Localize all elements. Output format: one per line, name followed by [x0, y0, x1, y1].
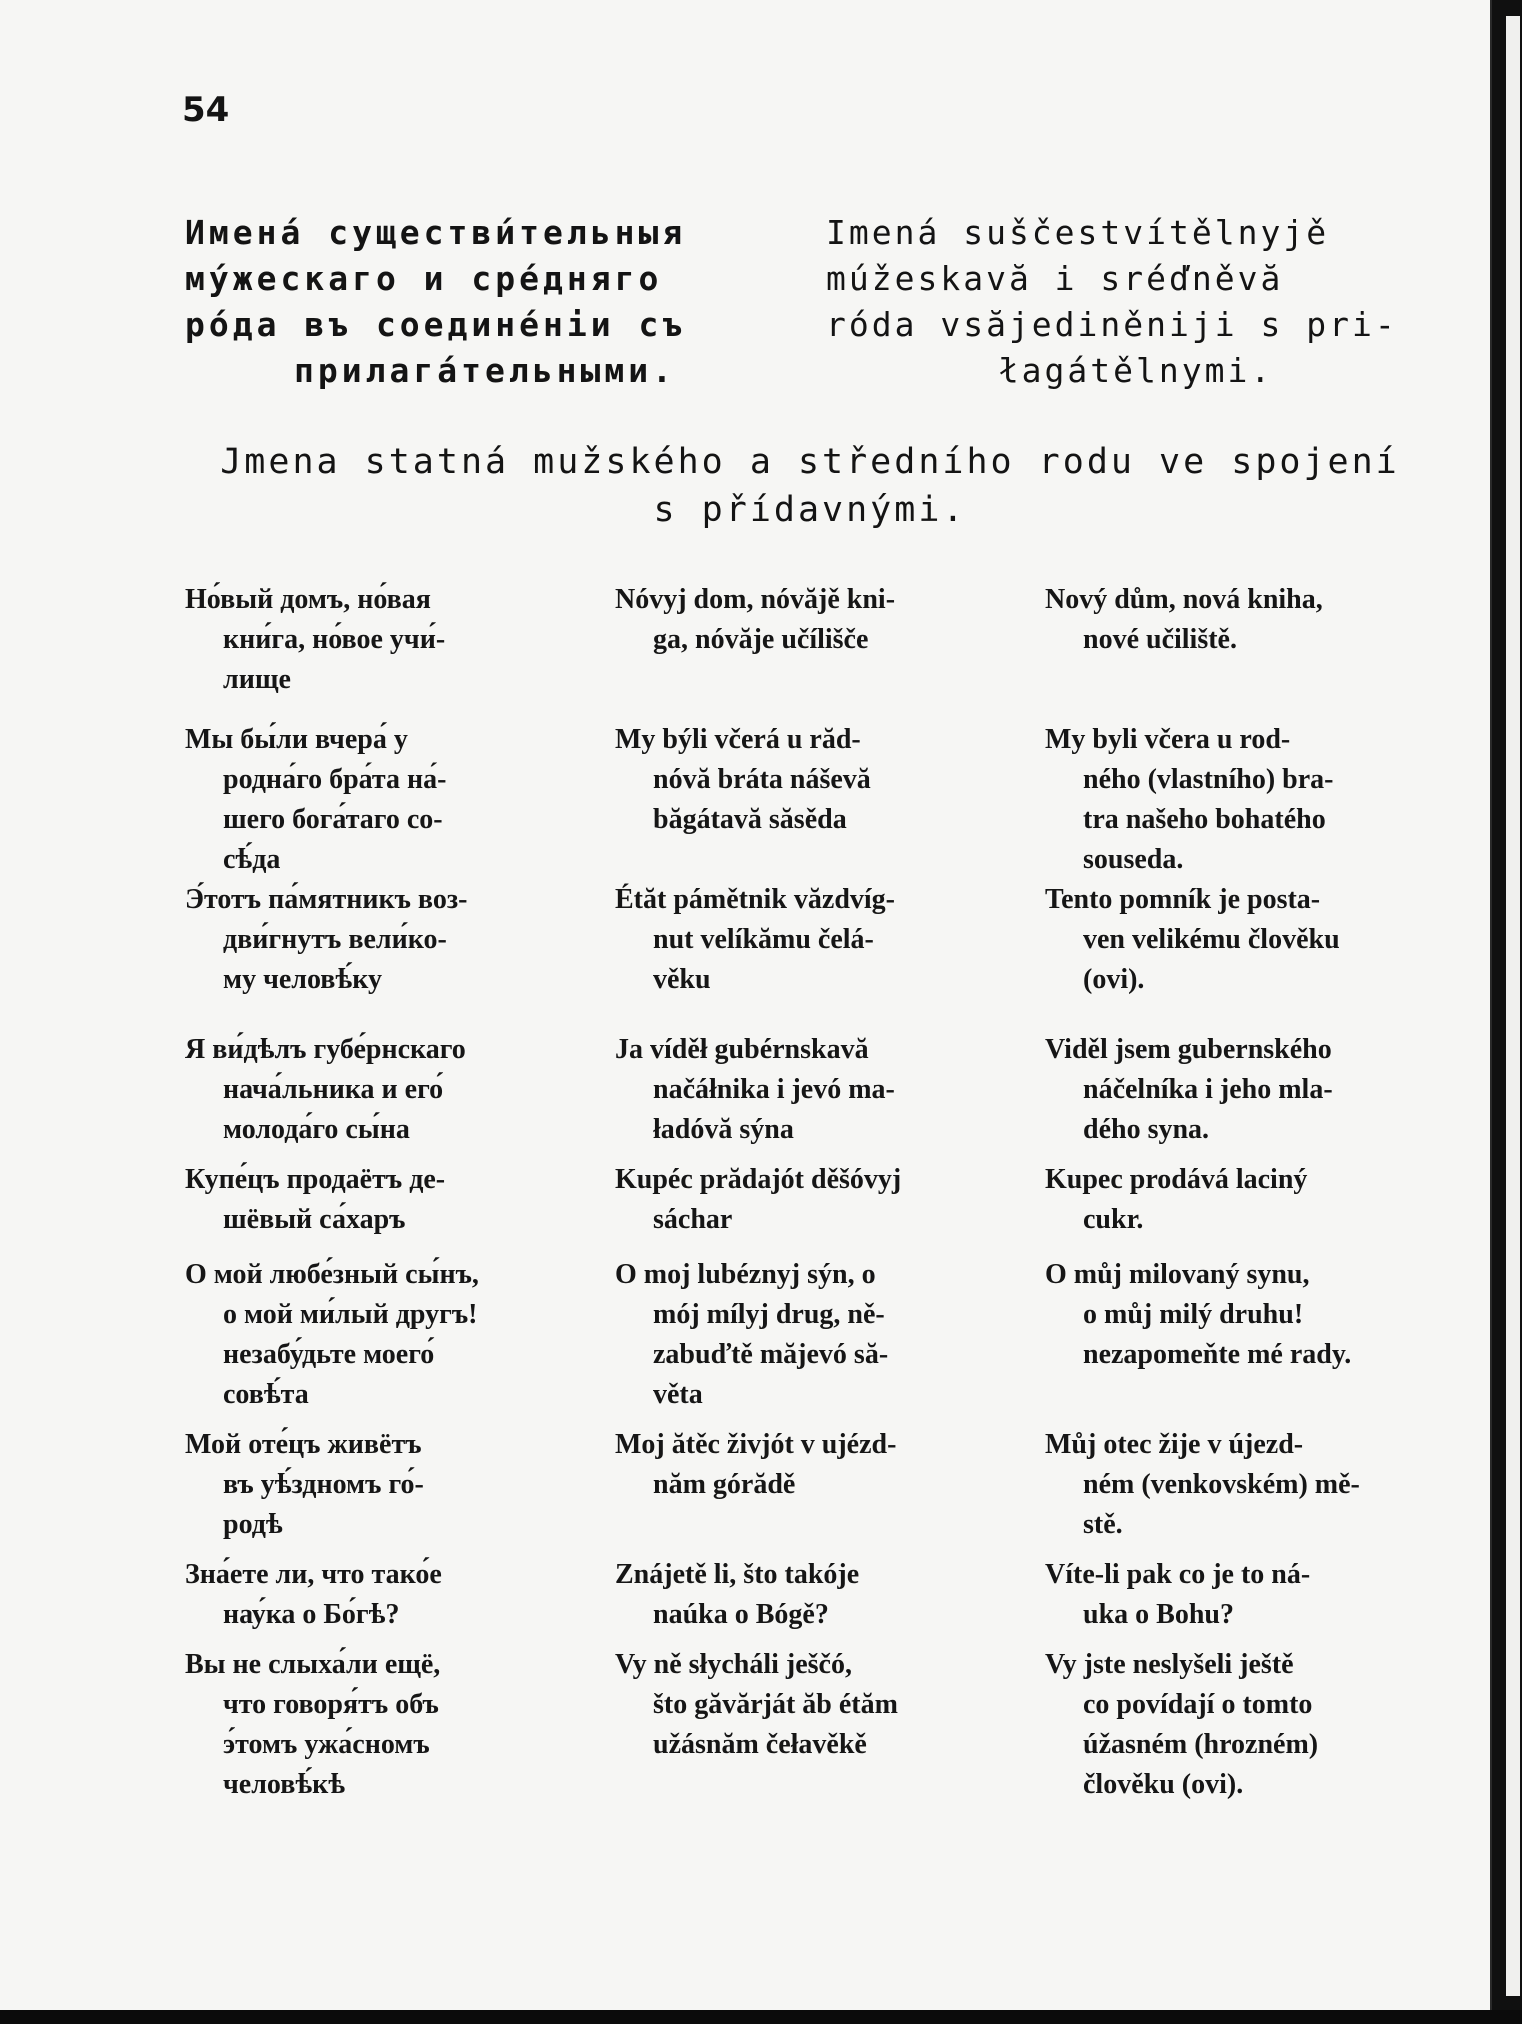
text-line: věku [653, 964, 711, 995]
cell-rs [615, 580, 995, 660]
text-line: Мы бы́ли вчера́ у [185, 724, 408, 755]
text-line: Kupéc prădajót děšóvyj [615, 1164, 902, 1195]
cell-cz [1045, 580, 1430, 660]
cell-cz [1045, 1645, 1430, 1805]
cell-ru [185, 1255, 565, 1415]
text-line: što găvărját ăb étăm [653, 1689, 898, 1720]
text-line: дви́гнутъ вели́ко- [223, 924, 447, 955]
cell-cz [1045, 880, 1430, 1000]
text-line: načáłnika i jevó ma- [653, 1074, 895, 1105]
heading-line: róda vsăjediněniji s pri- [826, 305, 1398, 344]
heading-line: Imená suščestvítělnyjě [826, 213, 1330, 252]
heading-czech [185, 438, 1435, 534]
text-line: souseda. [1083, 844, 1184, 875]
cell-ru [185, 720, 565, 880]
text-line: ven velikému člověku [1083, 924, 1340, 955]
page-number: 54 [182, 90, 230, 130]
heading-line: łagátělnymi. [998, 351, 1274, 390]
heading-line: múžeskavă i sréďněvă [826, 259, 1284, 298]
text-line: Вы не слыха́ли ещё, [185, 1649, 441, 1680]
heading-line: s přídavnými. [653, 490, 967, 530]
facing-page-edge [1492, 0, 1522, 2024]
cell-ru [185, 1555, 565, 1635]
text-line: člověku (ovi). [1083, 1769, 1244, 1800]
heading-rusyn [826, 210, 1446, 394]
text-line: нау́ка о Бо́гѣ? [223, 1599, 400, 1630]
cell-rs [615, 1645, 995, 1765]
text-line: ného (vlastního) bra- [1083, 764, 1334, 795]
text-line: Купе́цъ продаётъ де- [185, 1164, 446, 1195]
text-line: Я ви́дѣлъ губе́рнскаго [185, 1034, 466, 1065]
cell-ru [185, 1425, 565, 1545]
cell-rs [615, 1160, 995, 1240]
text-line: ga, nóvăje učílišče [653, 624, 869, 655]
text-line: cukr. [1083, 1204, 1144, 1235]
text-line: ném (venkovském) mě- [1083, 1469, 1360, 1500]
cell-cz [1045, 1425, 1430, 1545]
text-line: nóvă bráta náševă [653, 764, 871, 795]
heading-russian [185, 210, 785, 394]
cell-ru [185, 1645, 565, 1805]
text-line: Ja víděł gubérnskavă [615, 1034, 869, 1065]
text-line: úžasném (hrozném) [1083, 1729, 1319, 1760]
text-line: э́томъ ужа́сномъ [223, 1729, 430, 1760]
text-line: My býli včerá u răd- [615, 724, 861, 755]
text-line: naúka o Bógě? [653, 1599, 829, 1630]
text-line: Viděl jsem gubernského [1045, 1034, 1332, 1065]
text-line: ładóvă sýna [653, 1114, 794, 1145]
cell-rs [615, 720, 995, 840]
text-line: tra našeho bohatého [1083, 804, 1326, 835]
cell-rs [615, 1425, 995, 1505]
text-line: Víte-li pak co je to ná- [1045, 1559, 1311, 1590]
text-line: кни́га, но́вое учи́- [223, 624, 446, 655]
text-line: родна́го бра́та на́- [223, 764, 447, 795]
cell-cz [1045, 1030, 1430, 1150]
text-line: Э́тотъ па́мятникъ воз- [185, 884, 468, 915]
cell-ru [185, 580, 565, 700]
text-line: năm górădě [653, 1469, 796, 1500]
heading-line: прилага́тельными. [294, 351, 676, 390]
cell-rs [615, 1030, 995, 1150]
text-line: сѣ́да [223, 844, 281, 875]
text-line: Můj otec žije v újezd- [1045, 1429, 1304, 1460]
text-line: совѣ́та [223, 1379, 309, 1410]
text-line: uka o Bohu? [1083, 1599, 1234, 1630]
text-line: Znájetě li, što takóje [615, 1559, 860, 1590]
cell-rs [615, 1255, 995, 1415]
text-line: nezapomeňte mé rady. [1083, 1339, 1352, 1370]
text-line: mój mílyj drug, ně- [653, 1299, 885, 1330]
text-line: му человѣ́ку [223, 964, 382, 995]
text-line: náčelníka i jeho mla- [1083, 1074, 1333, 1105]
text-line: незабу́дьте моего́ [223, 1339, 435, 1370]
text-line: Nóvyj dom, nóvăjě kni- [615, 584, 896, 615]
cell-rs [615, 1555, 995, 1635]
text-line: Nový dům, nová kniha, [1045, 584, 1323, 615]
text-line: stě. [1083, 1509, 1123, 1540]
text-line: въ уѣ́здномъ го́- [223, 1469, 424, 1500]
text-line: родѣ [223, 1509, 283, 1540]
text-line: dého syna. [1083, 1114, 1210, 1145]
text-line: шего бога́таго со- [223, 804, 443, 835]
text-line: О мой любе́зный сы́нъ, [185, 1259, 479, 1290]
text-line: o můj milý druhu! [1083, 1299, 1304, 1330]
text-line: băgátavă săsěda [653, 804, 847, 835]
heading-line: му́жескаго и сре́дняго [185, 259, 663, 298]
heading-line: Jmena statná mužského a středního rodu ve spojení [220, 442, 1400, 482]
text-line: Vy jste neslyšeli ještě [1045, 1649, 1294, 1680]
text-line: zabuďtě măjevó să- [653, 1339, 889, 1370]
cell-cz [1045, 1555, 1430, 1635]
text-line: sáchar [653, 1204, 733, 1235]
text-line: Kupec prodává laciný [1045, 1164, 1308, 1195]
text-line: užásnăm čełavěkě [653, 1729, 867, 1760]
text-line: Tento pomník je posta- [1045, 884, 1321, 915]
text-line: věta [653, 1379, 703, 1410]
text-line: нача́льника и его́ [223, 1074, 444, 1105]
text-line: молода́го сы́на [223, 1114, 410, 1145]
text-line: человѣ́кѣ [223, 1769, 346, 1800]
cell-ru [185, 1030, 565, 1150]
text-line: Зна́ете ли, что тако́е [185, 1559, 442, 1590]
cell-cz [1045, 720, 1430, 880]
heading-line: Имена́ существи́тельныя [185, 213, 687, 252]
text-line: co povídají o tomto [1083, 1689, 1313, 1720]
text-line: nové učiliště. [1083, 624, 1237, 655]
cell-ru [185, 880, 565, 1000]
text-line: (ovi). [1083, 964, 1145, 995]
text-line: Мой оте́цъ живётъ [185, 1429, 422, 1460]
cell-ru [185, 1160, 565, 1240]
text-line: Vy ně słycháli ješčó, [615, 1649, 852, 1680]
heading-line: ро́да въ соедине́нiи съ [185, 305, 687, 344]
text-line: O moj lubéznyj sýn, o [615, 1259, 876, 1290]
cell-cz [1045, 1255, 1430, 1375]
scan-border [0, 2010, 1522, 2024]
text-line: Но́вый домъ, но́вая [185, 584, 431, 615]
text-line: Étăt pámětnik văzdvíg- [615, 884, 895, 915]
text-line: о мой ми́лый другъ! [223, 1299, 478, 1330]
text-line: O můj milovaný synu, [1045, 1259, 1310, 1290]
text-line: что говоря́тъ объ [223, 1689, 439, 1720]
text-line: лище [223, 664, 291, 695]
cell-rs [615, 880, 995, 1000]
text-line: Moj ătěc živjót v ujézd- [615, 1429, 897, 1460]
text-line: шёвый са́харъ [223, 1204, 406, 1235]
text-line: nut velíkămu čelá- [653, 924, 874, 955]
text-line: My byli včera u rod- [1045, 724, 1291, 755]
cell-cz [1045, 1160, 1430, 1240]
